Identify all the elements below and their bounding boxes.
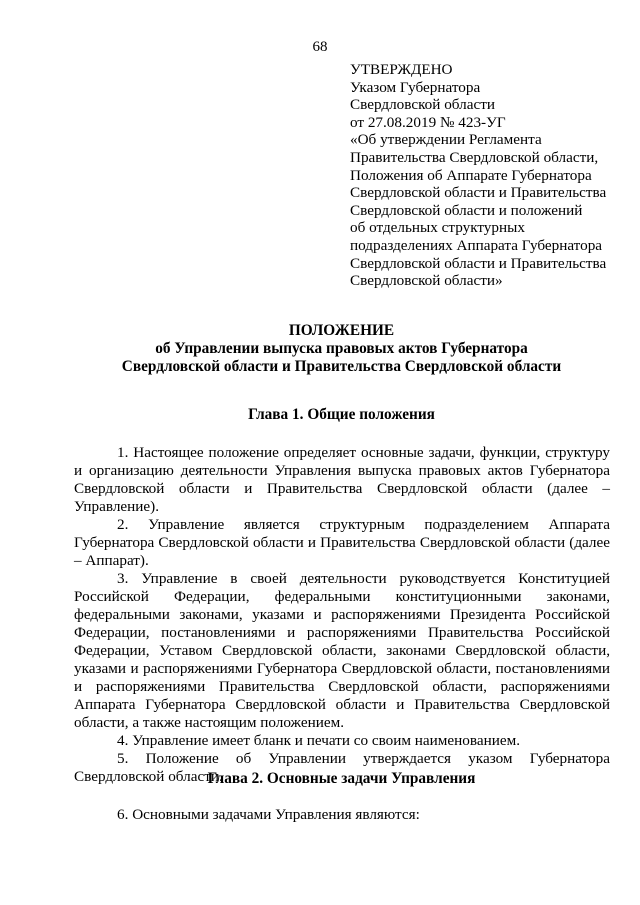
approval-line: Положения об Аппарате Губернатора [350,166,592,184]
approval-line: Указом Губернатора [350,78,481,96]
approval-stamp [350,61,630,290]
title-line: Свердловской области и Правительства Свердловской области [121,358,562,375]
approval-line: Свердловской области и Правительства [350,254,607,272]
approval-line: Свердловской области» [350,272,503,290]
title-line: об Управлении выпуска правовых актов Губернатора [155,340,528,357]
paragraph: 3. Управление в своей деятельности руководствуется Конституцией Российской Федерации, федеральными конституционными законами, федеральными законами, указами и распоряжениями Президента Российской Федерации, постановлениями и распоряжениями Правительства Российской Федерации, Уставом Свердловской области, законами Свердловской области, указами и распоряжениями Губернатора Свердловской области, постановлениями и распоряжениями Правительства Свердловской области, распоряжениями Аппарата Губернатора Свердловской области и Правительства Свердловской области, а также настоящим положением. [74,570,610,731]
paragraph: 6. Основными задачами Управления являются: [117,806,420,823]
paragraph: 2. Управление является структурным подразделением Аппарата Губернатора Свердловской области и Правительства Свердловской области (далее – Аппарат). [74,516,610,569]
chapter-2-body [74,806,610,824]
paragraph: 4. Управление имеет бланк и печати со своим наименованием. [117,732,520,749]
page-number: 68 [312,39,328,55]
approval-line: Свердловской области [350,96,495,114]
approval-line: Правительства Свердловской области, [350,148,599,166]
chapter-heading: Глава 2. Основные задачи Управления [207,770,476,787]
chapter-1-body [74,444,610,786]
approval-line: Свердловской области и положений [350,201,583,219]
approval-line: об отдельных структурных [350,219,525,237]
approval-line: УТВЕРЖДЕНО [350,61,453,78]
approval-line: подразделениях Аппарата Губернатора [350,236,603,254]
paragraph: 5. Положение об Управлении утверждается указом Губернатора Свердловской области. [74,750,610,785]
approval-line: Свердловской области и Правительства [350,184,607,202]
chapter-heading: Глава 1. Общие положения [248,406,435,423]
paragraph: 1. Настоящее положение определяет основные задачи, функции, структуру и организацию деятельности Управления выпуска правовых актов Губернатора Свердловской области и Правительства Свердловской области (далее – Управление). [74,444,610,515]
document-title [0,322,640,376]
title-line: ПОЛОЖЕНИЕ [288,322,395,339]
approval-line: от 27.08.2019 № 423-УГ [350,113,506,131]
approval-line: «Об утверждении Регламента [350,131,542,149]
